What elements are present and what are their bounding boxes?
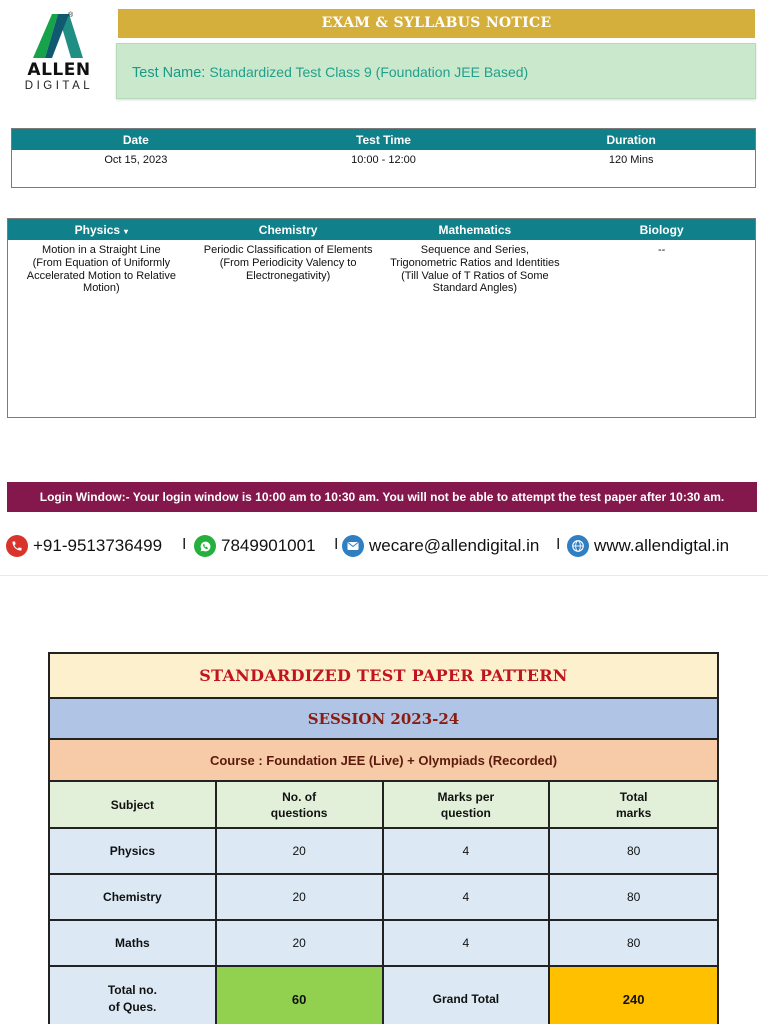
email-contact[interactable] xyxy=(342,530,539,562)
table-row xyxy=(50,829,717,875)
email-icon xyxy=(342,535,364,557)
header-questions: No. of questions xyxy=(217,782,384,827)
schedule-header-row xyxy=(12,129,755,150)
contact-separator: I xyxy=(334,536,339,553)
contact-separator: I xyxy=(556,536,561,553)
email-address: wecare@allendigital.in xyxy=(369,536,540,555)
globe-icon xyxy=(567,535,589,557)
totals-row xyxy=(50,967,717,1024)
contact-separator: I xyxy=(182,536,187,553)
dropdown-caret-icon[interactable]: ▾ xyxy=(124,226,129,236)
table-row xyxy=(50,875,717,921)
row-subject: Maths xyxy=(50,921,217,965)
syllabus-biology-topics: -- xyxy=(657,244,666,256)
row-questions: 20 xyxy=(217,875,384,919)
schedule-value-row xyxy=(12,154,755,166)
syllabus-header-chemistry: Chemistry xyxy=(258,222,318,237)
header-total-marks: Total marks xyxy=(550,782,717,827)
notice-banner: EXAM & SYLLABUS NOTICE xyxy=(118,9,755,38)
total-questions-label: Total no. of Ques. xyxy=(50,967,217,1024)
syllabus-header-physics-label: Physics xyxy=(74,222,121,237)
login-window-notice: Login Window:- Your login window is 10:00 am to 10:30 am. You will not be able to attempt the test paper after 10:30 am. xyxy=(7,482,757,512)
allen-digital-logo xyxy=(12,12,106,96)
row-total: 80 xyxy=(550,875,717,919)
whatsapp-number: 7849901001 xyxy=(221,536,316,555)
section-divider xyxy=(0,575,768,576)
website-url: www.allendigtal.in xyxy=(594,536,730,555)
syllabus-header-row xyxy=(8,219,755,240)
schedule-header-time: Test Time xyxy=(356,132,411,147)
phone-icon xyxy=(6,535,28,557)
row-subject: Physics xyxy=(50,829,217,873)
logo-sub-text: DIGITAL xyxy=(24,80,94,92)
test-name-value: Standardized Test Class 9 (Foundation JEE Based) xyxy=(209,64,529,80)
test-name-box xyxy=(116,43,756,99)
phone-number: +91-9513736499 xyxy=(33,536,163,555)
allen-logo-mark-icon xyxy=(12,12,106,62)
syllabus-header-biology: Biology xyxy=(639,222,684,237)
row-marks-per: 4 xyxy=(384,829,551,873)
syllabus-body-row xyxy=(8,240,755,295)
pattern-header-row xyxy=(50,782,717,829)
syllabus-physics-topics: Motion in a Straight Line (From Equation of Uniformly Accelerated Motion to Relative Motion) xyxy=(26,244,176,295)
row-marks-per: 4 xyxy=(384,875,551,919)
schedule-time: 10:00 - 12:00 xyxy=(351,154,416,166)
pattern-title: STANDARDIZED TEST PAPER PATTERN xyxy=(50,654,717,699)
pattern-session: SESSION 2023-24 xyxy=(50,699,717,740)
row-questions: 20 xyxy=(217,829,384,873)
row-total: 80 xyxy=(550,921,717,965)
syllabus-header-mathematics: Mathematics xyxy=(438,222,512,237)
header-subject: Subject xyxy=(50,782,217,827)
syllabus-header-physics[interactable] xyxy=(8,223,195,237)
paper-pattern-table xyxy=(48,652,719,1024)
test-name-label: Test Name: xyxy=(132,65,206,81)
schedule-table xyxy=(11,128,756,188)
row-marks-per: 4 xyxy=(384,921,551,965)
row-total: 80 xyxy=(550,829,717,873)
grand-total-label: Grand Total xyxy=(384,967,551,1024)
schedule-header-duration: Duration xyxy=(606,132,656,147)
whatsapp-contact[interactable] xyxy=(194,530,316,562)
phone-contact[interactable] xyxy=(6,530,162,562)
website-contact[interactable] xyxy=(567,530,729,562)
syllabus-table xyxy=(7,218,756,418)
pattern-course: Course : Foundation JEE (Live) + Olympiads (Recorded) xyxy=(50,740,717,782)
table-row xyxy=(50,921,717,967)
whatsapp-icon xyxy=(194,535,216,557)
schedule-date: Oct 15, 2023 xyxy=(104,154,168,166)
logo-brand-text: ALLEN xyxy=(27,60,91,80)
header-marks-per-question: Marks per question xyxy=(384,782,551,827)
contact-bar xyxy=(0,530,768,562)
syllabus-mathematics-topics: Sequence and Series, Trigonometric Ratios and Identities (Till Value of T Ratios of Some Standard Angles) xyxy=(390,244,560,295)
registered-mark: ® xyxy=(68,12,74,19)
total-questions-value: 60 xyxy=(217,967,384,1024)
syllabus-chemistry-topics: Periodic Classification of Elements (From Periodicity Valency to Electronegativity) xyxy=(203,244,373,282)
row-questions: 20 xyxy=(217,921,384,965)
row-subject: Chemistry xyxy=(50,875,217,919)
grand-total-value: 240 xyxy=(550,967,717,1024)
schedule-duration: 120 Mins xyxy=(608,154,654,166)
schedule-header-date: Date xyxy=(122,132,149,147)
